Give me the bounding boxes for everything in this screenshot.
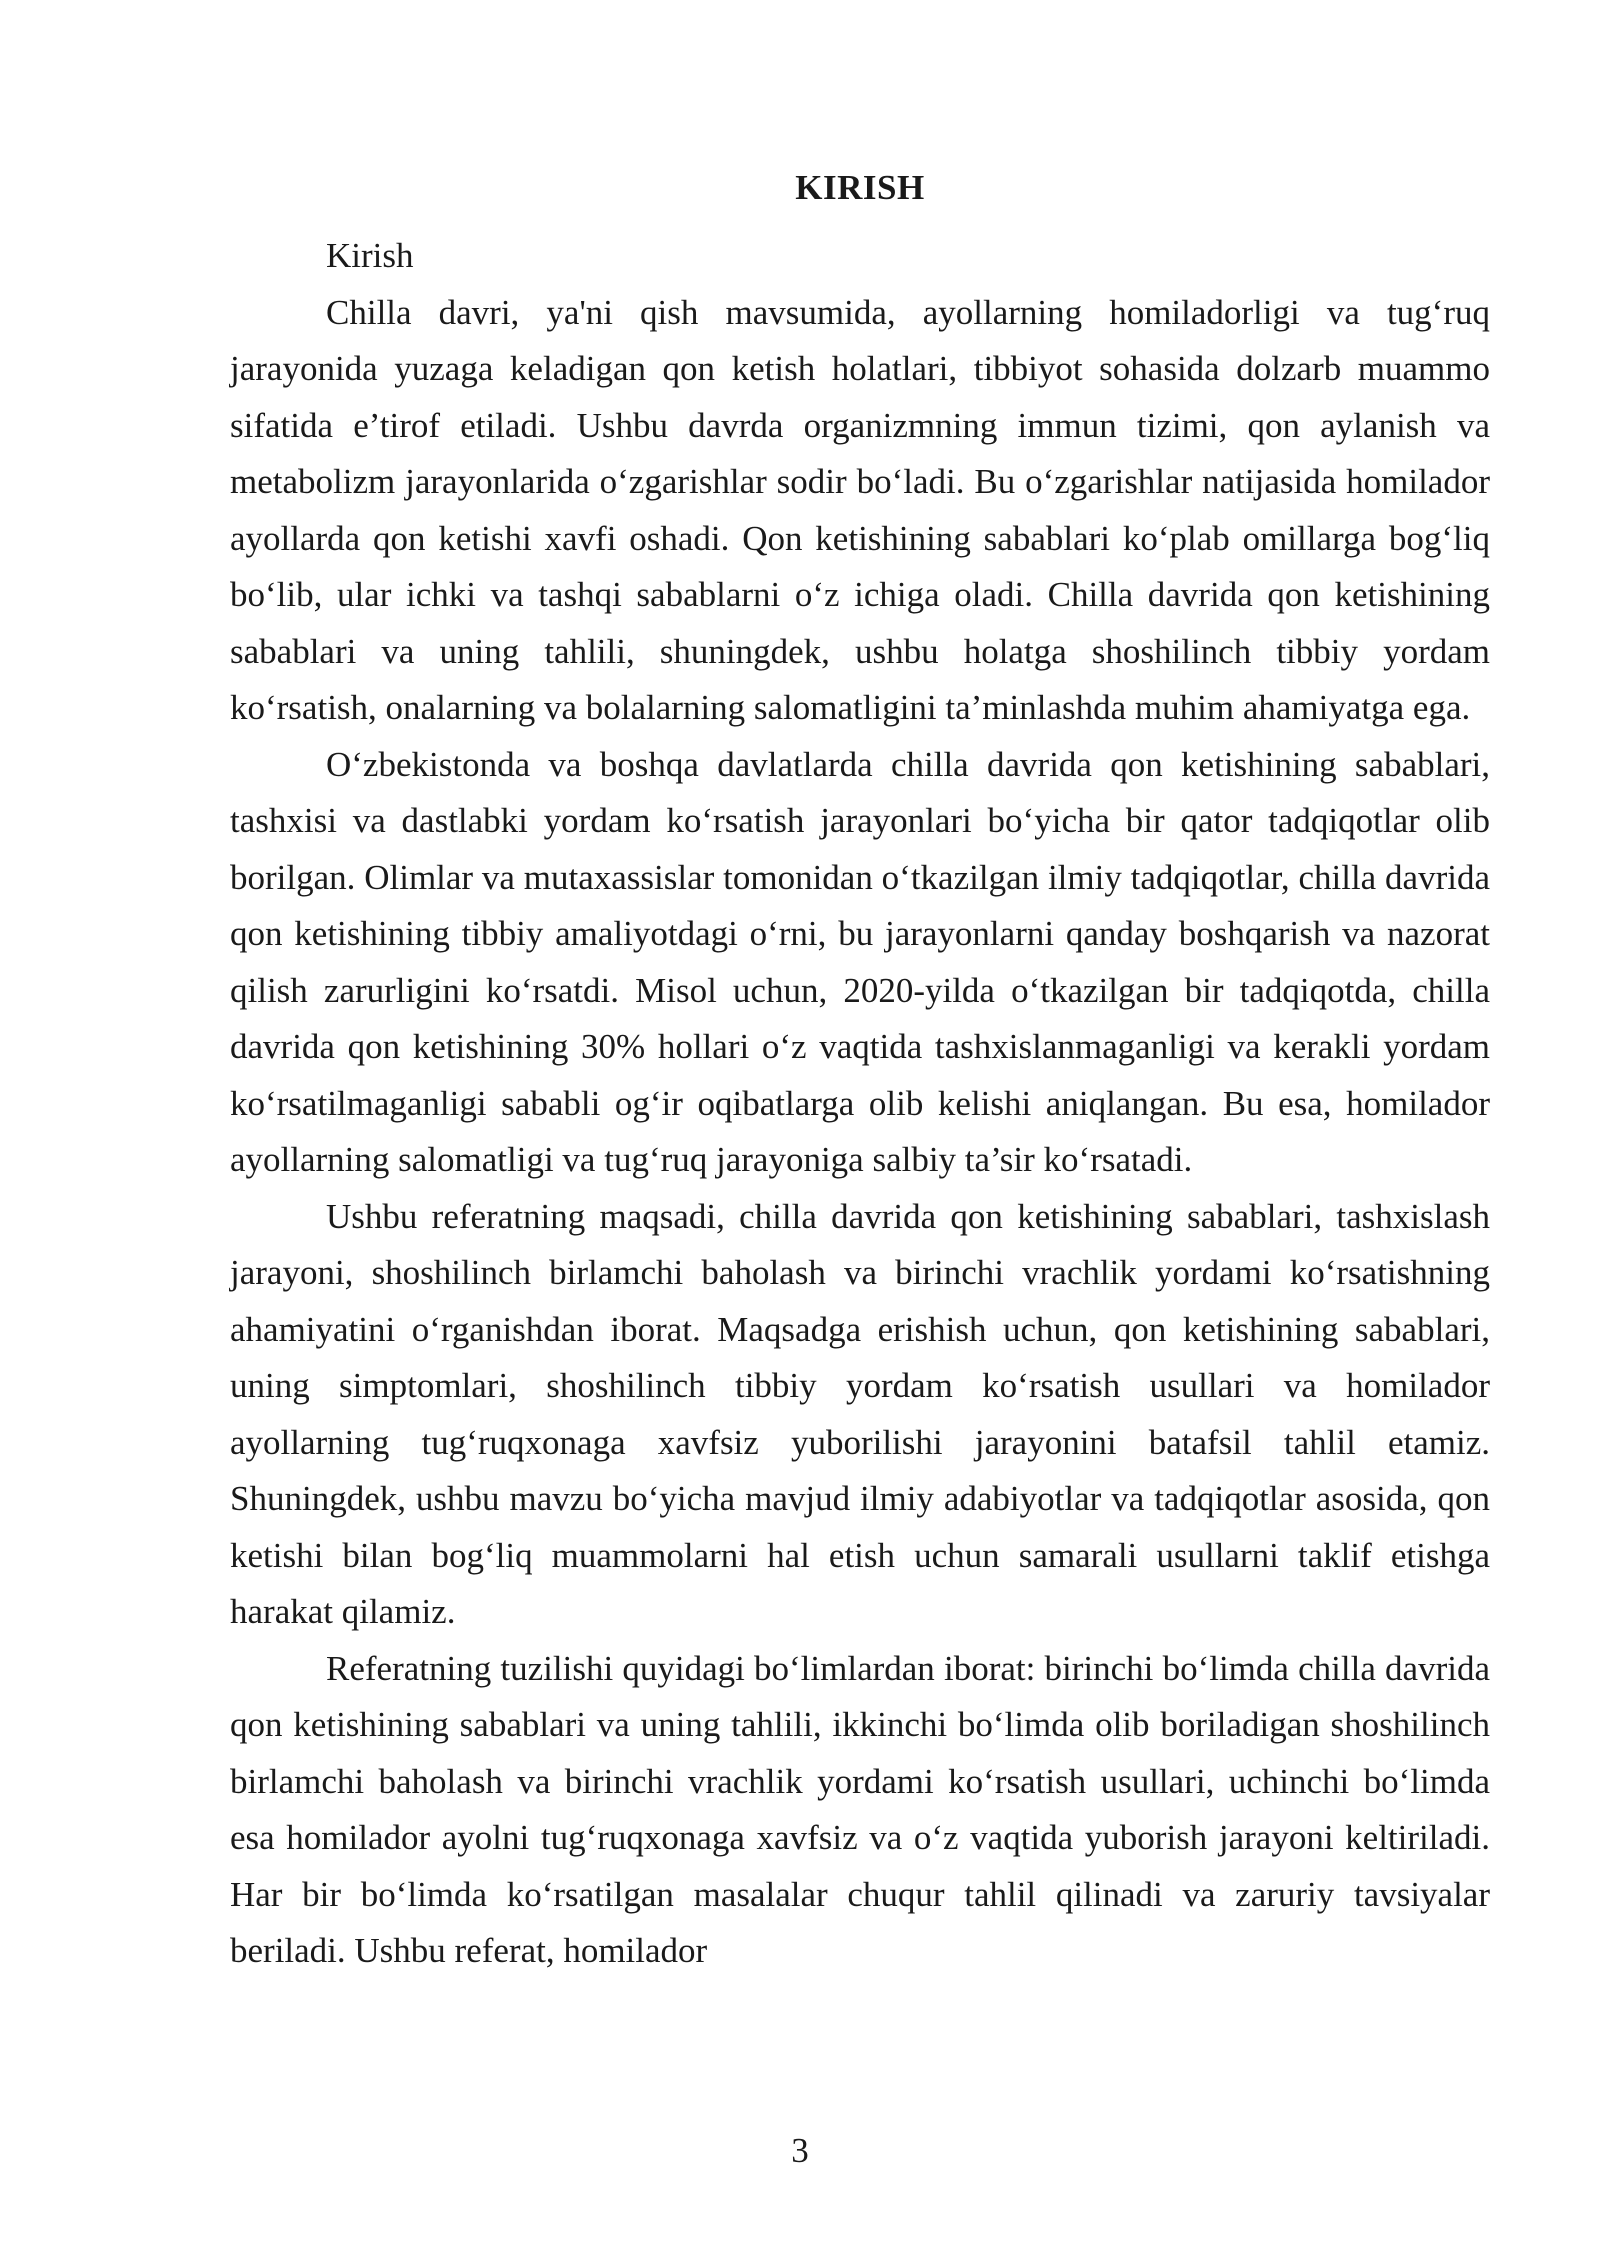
page-number: 3	[791, 2131, 809, 2170]
page-title: KIRISH	[795, 168, 925, 207]
section-subheading: Kirish	[326, 236, 414, 275]
page-content	[230, 160, 1490, 1980]
paragraph-2: O‘zbekistonda va boshqa davlatlarda chilla davrida qon ketishining sabablari, tashxisi va dastlabki yordam ko‘rsatish jarayonlari bo‘yicha bir qator tadqiqotlar olib borilgan. Olimlar va mutaxassislar tomonidan o‘tkazilgan ilmiy tadqiqotlar, chilla davrida qon ketishining tibbiy amaliyotdagi o‘rni, bu jarayonlarni qanday boshqarish va nazorat qilish zarurligini ko‘rsatdi. Misol uchun, 2020-yilda o‘tkazilgan bir tadqiqotda, chilla davrida qon ketishining 30% hollari o‘z vaqtida tashxislanmaganligi va kerakli yordam ko‘rsatilmaganligi sababli og‘ir oqibatlarga olib kelishi aniqlangan. Bu esa, homilador ayollarning salomatligi va tug‘ruq jarayoniga salbiy ta’sir ko‘rsatadi.	[230, 744, 1490, 1179]
paragraph-3: Ushbu referatning maqsadi, chilla davrida qon ketishining sabablari, tashxislash jarayoni, shoshilinch birlamchi baholash va birinchi vrachlik yordami ko‘rsatishning ahamiyatini o‘rganishdan iborat. Maqsadga erishish uchun, qon ketishining sabablari, uning simptomlari, shoshilinch tibbiy yordam ko‘rsatish usullari va homilador ayollarning tug‘ruqxonaga xavfsiz yuborilishi jarayonini batafsil tahlil etamiz. Shuningdek, ushbu mavzu bo‘yicha mavjud ilmiy adabiyotlar va tadqiqotlar asosida, qon ketishi bilan bog‘liq muammolarni hal etish uchun samarali usullarni taklif etishga harakat qilamiz.	[230, 1196, 1490, 1631]
paragraph-4: Referatning tuzilishi quyidagi bo‘limlardan iborat: birinchi bo‘limda chilla davrida qon ketishining sabablari va uning tahlili, ikkinchi bo‘limda olib boriladigan shoshilinch birlamchi baholash va birinchi vrachlik yordami ko‘rsatish usullari, uchinchi bo‘limda esa homilador ayolni tug‘ruqxonaga xavfsiz va o‘z vaqtida yuborish jarayoni keltiriladi. Har bir bo‘limda ko‘rsatilgan masalalar chuqur tahlil qilinadi va zaruriy tavsiyalar beriladi. Ushbu referat, homilador	[230, 1648, 1490, 1970]
paragraph-1: Chilla davri, ya'ni qish mavsumida, ayollarning homiladorligi va tug‘ruq jarayonida yuzaga keladigan qon ketish holatlari, tibbiyot sohasida dolzarb muammo sifatida e’tirof etiladi. Ushbu davrda organizmning immun tizimi, qon aylanish va metabolizm jarayonlarida o‘zgarishlar sodir bo‘ladi. Bu o‘zgarishlar natijasida homilador ayollarda qon ketishi xavfi oshadi. Qon ketishining sabablari ko‘plab omillarga bog‘liq bo‘lib, ular ichki va tashqi sabablarni o‘z ichiga oladi. Chilla davrida qon ketishining sabablari va uning tahlili, shuningdek, ushbu holatga shoshilinch tibbiy yordam ko‘rsatish, onalarning va bolalarning salomatligini ta’minlashda muhim ahamiyatga ega.	[230, 292, 1490, 727]
